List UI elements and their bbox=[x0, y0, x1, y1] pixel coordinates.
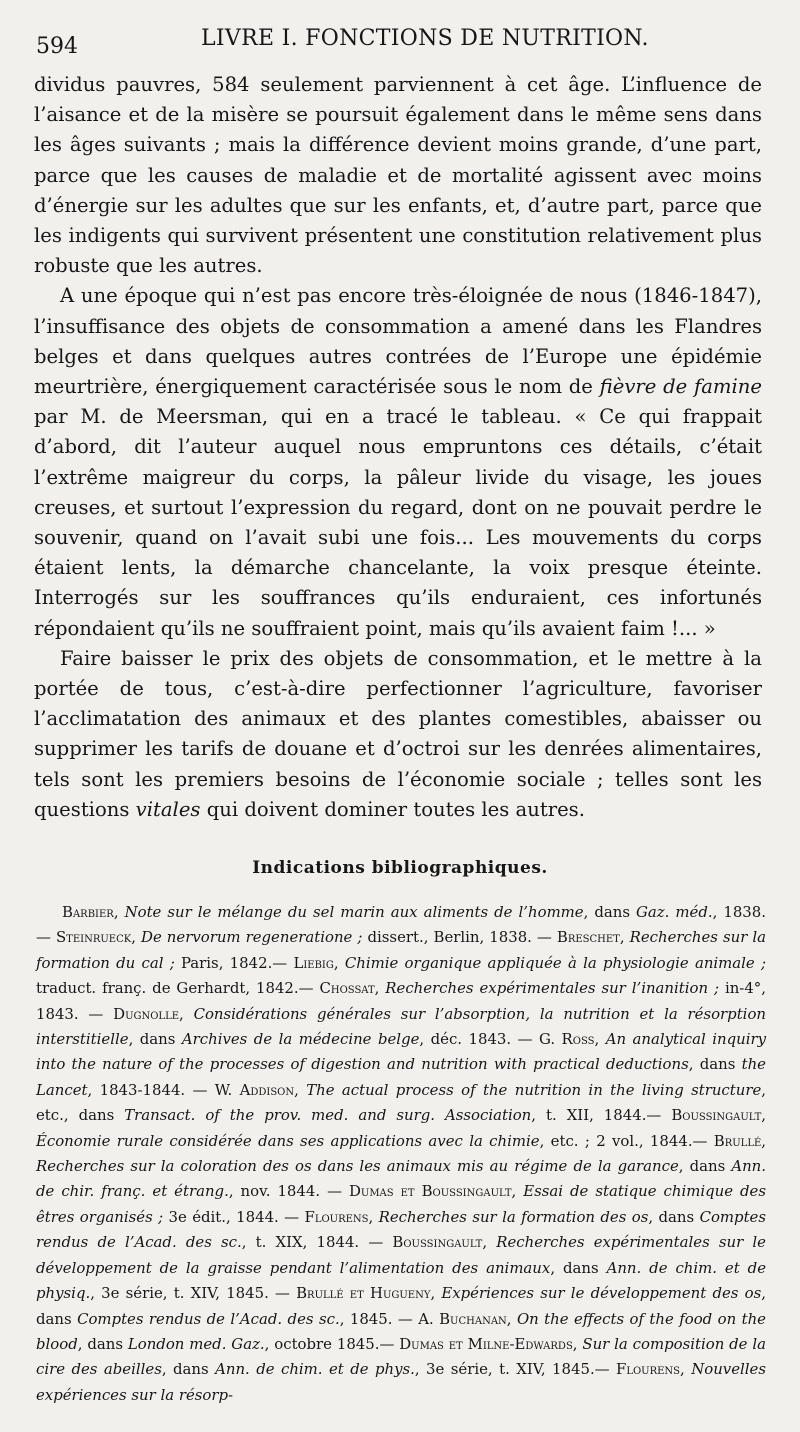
paragraph-1: dividus pauvres, 584 seulement parviennent à cet âge. L’influence de l’aisance et de la misère se poursuit également dans le même sens dans les âges suivants ; mais la différence devient moins grande, d’une part, parce que les causes de maladie et de mortalité agissent avec moins d’énergie sur les adultes que sur les enfants, et, d’autre part, parce que les indigents qui survivent présentent une constitution relativement plus robuste que les autres. bbox=[34, 73, 762, 278]
entry-author: Chossat bbox=[319, 979, 375, 998]
entry-author: W. Addison bbox=[214, 1080, 295, 1099]
bibliography-entry: Barbier, Note sur le mélange du sel marin aux aliments de l’homme, dans Gaz. méd., 1838. — bbox=[36, 903, 766, 947]
entry-title: The actual process of the nutrition in the living structure bbox=[306, 1080, 762, 1099]
entry-author: Flourens bbox=[304, 1207, 369, 1226]
entry-details: , dans bbox=[128, 1030, 182, 1049]
entry-tail: , 3e série, t. XIV, 1845.— bbox=[414, 1360, 616, 1379]
entry-details: in-4°, 1843. — bbox=[36, 979, 766, 1023]
entry-details: 3e édit., 1844. — bbox=[163, 1207, 305, 1226]
entry-author: A. Buchanan bbox=[418, 1309, 507, 1328]
bibliography-entry: Boussingault, Recherches expérimentales sur le développement de la graisse pendant l’alimentation des animaux, dans Ann. de chim. et de physiq., 3e série, t. XIV, 1845. — bbox=[36, 1233, 767, 1303]
bibliography bbox=[36, 900, 766, 1408]
entry-details: , etc. ; 2 vol., 1844.— bbox=[539, 1131, 714, 1150]
entry-tail: , t. XII, 1844.— bbox=[531, 1106, 672, 1125]
entry-author: Boussingault bbox=[392, 1233, 483, 1252]
bibliography-entry: Dugnolle, Considérations générales sur l’absorption, la nutrition et la résorption interstitielle, dans Archives de la médecine belge, déc. 1843. — bbox=[36, 1004, 767, 1049]
entry-author: Barbier bbox=[62, 903, 114, 921]
bibliography-entry: Flourens, Recherches sur la formation des os, dans Comptes rendus de l’Acad. des sc., t. XIX, 1844. — bbox=[36, 1207, 767, 1252]
entry-title: Recherches expérimentales sur le développement de la graisse pendant l’alimentation des animaux bbox=[36, 1233, 766, 1277]
entry-details: , dans bbox=[678, 1157, 732, 1176]
entry-journal: Ann. de chim. et de physiq. bbox=[36, 1258, 767, 1303]
entry-title: Expériences sur le développement des os bbox=[441, 1284, 762, 1303]
entry-title: Recherches sur la formation du cal ; bbox=[36, 928, 767, 972]
entry-tail: , 1843-1844. — bbox=[87, 1080, 215, 1099]
page-number: 594 bbox=[36, 34, 78, 59]
paragraph-2-text-a: A une époque qui n’est pas encore très-éloignée de nous (1846-1847), l’insuffisance des objets de consommation a amené dans les Flandres belges et dans quelques autres contrées de l’Europe une épidémie meurtrière, énergiquement caractérisée sous le nom de bbox=[34, 284, 762, 399]
entry-journal: Transact. of the prov. med. and surg. Association bbox=[124, 1106, 532, 1125]
entry-author: Boussingault bbox=[671, 1106, 762, 1125]
bibliography-entry: Chossat, Recherches expérimentales sur l’inanition ; in-4°, 1843. — bbox=[36, 979, 766, 1023]
entry-title: Recherches sur la formation des os bbox=[378, 1207, 649, 1226]
entry-tail: , 3e série, t. XIV, 1845. — bbox=[90, 1284, 297, 1303]
entry-author: Breschet bbox=[556, 928, 620, 947]
entry-tail: , t. XIX, 1844. — bbox=[241, 1233, 393, 1252]
entry-details: , dans bbox=[550, 1258, 607, 1277]
entry-title: Essai de statique chimique des êtres organisés ; bbox=[36, 1182, 767, 1226]
bibliography-entry: Flourens, Nouvelles expériences sur la résorp- bbox=[36, 1360, 766, 1404]
entry-details: , dans bbox=[161, 1360, 216, 1379]
entry-tail: , 1845. — bbox=[339, 1309, 419, 1328]
entry-title: Chimie organique appliquée à la physiologie animale ; bbox=[344, 953, 766, 972]
running-title: LIVRE I. FONCTIONS DE NUTRITION. bbox=[201, 26, 649, 51]
entry-journal: Ann. de chir. franç. et étrang. bbox=[36, 1157, 766, 1201]
entry-tail: , 1838. — bbox=[36, 903, 766, 947]
entry-details: , dans bbox=[583, 903, 637, 921]
entry-author: Brullé et Hugueny bbox=[296, 1284, 431, 1303]
bibliography-entry: W. Addison, The actual process of the nutrition in the living structure, etc., dans Transact. of the prov. med. and surg. Association, t. XII, 1844.— bbox=[36, 1080, 766, 1125]
bibliography-heading: Indications bibliographiques. bbox=[252, 858, 548, 878]
entry-journal: Ann. de chim. et de phys. bbox=[215, 1360, 415, 1379]
entry-details: , dans bbox=[688, 1055, 742, 1074]
bibliography-entry: G. Ross, An analytical inquiry into the nature of the processes of digestion and nutrition with practical deductions, dans the Lancet, 1843-1844. — bbox=[36, 1030, 767, 1099]
entry-journal: Gaz. méd. bbox=[636, 903, 713, 921]
entry-details: Paris, 1842.— bbox=[174, 953, 294, 972]
paragraph-2 bbox=[34, 281, 762, 643]
entry-title: Économie rurale considérée dans ses applications avec la chimie bbox=[36, 1131, 540, 1150]
bibliography-entry: Steinrueck, De nervorum regeneratione ; dissert., Berlin, 1838. — bbox=[55, 928, 557, 947]
entry-author: G. Ross bbox=[538, 1030, 595, 1049]
entry-author: Dugnolle bbox=[113, 1004, 180, 1023]
entry-journal: the Lancet bbox=[36, 1055, 766, 1099]
entry-author: Liebig bbox=[293, 953, 334, 972]
entry-author: Steinrueck bbox=[55, 928, 132, 947]
bibliography-entries bbox=[36, 900, 766, 1408]
entry-details: , etc., dans bbox=[36, 1080, 766, 1125]
entry-journal: Comptes rendus de l’Acad. des sc. bbox=[77, 1309, 340, 1328]
entry-tail: , octobre 1845.— bbox=[264, 1334, 400, 1353]
entry-title: Sur la composition de la cire des abeilles bbox=[36, 1334, 766, 1379]
bibliography-entry: Dumas et Milne-Edwards, Sur la composition de la cire des abeilles, dans Ann. de chim. et de phys., 3e série, t. XIV, 1845.— bbox=[36, 1334, 766, 1379]
entry-author: Brullé bbox=[713, 1131, 762, 1150]
entry-title: Recherches expérimentales sur l’inanition ; bbox=[385, 979, 720, 998]
entry-tail: , nov. 1844. — bbox=[228, 1182, 349, 1201]
entry-title: Nouvelles expériences sur la résorp- bbox=[36, 1360, 766, 1404]
entry-details: , dans bbox=[36, 1284, 766, 1328]
entry-journal: London med. Gaz. bbox=[127, 1334, 265, 1353]
paragraph-2-text-c: par M. de Meersman, qui en a tracé le tableau. « Ce qui frappait d’abord, dit l’auteur auquel nous empruntons ces détails, c’était l’extrême maigreur du corps, la pâleur livide du visage, les joues creuses, et surtout l’expression du regard, dont on ne pouvait perdre le souvenir, quand on l’avait subi une fois... Les mouvements du corps étaient lents, la démarche chancelante, la voix presque éteinte. Interrogés sur les souffrances qu’ils enduraient, ces infortunés répondaient qu’ils ne souffraient point, mais qu’ils avaient faim !... » bbox=[34, 405, 762, 640]
paragraph-3-emphasis: vitales bbox=[135, 797, 201, 821]
paragraph-3 bbox=[34, 644, 762, 825]
entry-details: , dans bbox=[77, 1334, 128, 1353]
entry-title: De nervorum regeneratione ; bbox=[141, 928, 363, 947]
paragraph-3-text-a: Faire baisser le prix des objets de consommation, et le mettre à la portée de tous, c’est-à-dire perfectionner l’agriculture, favoriser l’acclimatation des animaux et des plantes comestibles, abaisser ou supprimer les tarifs de douane et d’octroi sur les denrées alimentaires, tels sont les premiers besoins de l’économie sociale ; telles sont les questions bbox=[34, 646, 762, 821]
entry-author: Dumas et Milne-Edwards bbox=[399, 1334, 573, 1353]
entry-author: Flourens bbox=[616, 1360, 681, 1379]
entry-title: Note sur le mélange du sel marin aux aliments de l’homme bbox=[124, 903, 584, 921]
bibliography-entry: Breschet, Recherches sur la formation du cal ; Paris, 1842.— bbox=[36, 928, 767, 972]
entry-title: On the effects of the food on the blood bbox=[36, 1309, 766, 1353]
bibliography-entry: Liebig, Chimie organique appliquée à la physiologie animale ; traduct. franç. de Gerhardt, 1842.— bbox=[36, 953, 766, 998]
entry-tail: , déc. 1843. — bbox=[419, 1030, 539, 1049]
entry-title: An analytical inquiry into the nature of the processes of digestion and nutrition with practical deductions bbox=[36, 1030, 767, 1074]
entry-title: Considérations générales sur l’absorption, la nutrition et la résorption interstitielle bbox=[36, 1004, 767, 1049]
entry-details: dissert., Berlin, 1838. — bbox=[362, 928, 557, 947]
main-text bbox=[34, 70, 762, 825]
bibliography-entry: Brullé et Hugueny, Expériences sur le développement des os, dans Comptes rendus de l’Acad. des sc., 1845. — bbox=[36, 1284, 766, 1328]
paragraph-3-text-c: qui doivent dominer toutes les autres. bbox=[200, 797, 585, 821]
paragraph-2-emphasis: fièvre de famine bbox=[599, 375, 762, 399]
bibliography-entry: Boussingault, Économie rurale considérée dans ses applications avec la chimie, etc. ; 2 vol., 1844.— bbox=[36, 1106, 766, 1150]
bibliography-entry: Brullé, Recherches sur la coloration des os dans les animaux mis au régime de la garance, dans Ann. de chir. franç. et étrang., nov. 1844. — bbox=[36, 1131, 766, 1201]
bibliography-entry: Dumas et Boussingault, Essai de statique chimique des êtres organisés ; 3e édit., 1844. — bbox=[36, 1182, 767, 1226]
entry-journal: Archives de la médecine belge bbox=[181, 1030, 420, 1049]
entry-details: traduct. franç. de Gerhardt, 1842.— bbox=[36, 979, 320, 998]
entry-author: Dumas et Boussingault bbox=[348, 1182, 512, 1201]
entry-title: Recherches sur la coloration des os dans les animaux mis au régime de la garance bbox=[36, 1157, 679, 1176]
bibliography-entry: A. Buchanan, On the effects of the food on the blood, dans London med. Gaz., octobre 1845.— bbox=[36, 1309, 766, 1353]
running-header bbox=[36, 26, 766, 62]
entry-journal: Comptes rendus de l’Acad. des sc. bbox=[36, 1207, 767, 1252]
entry-details: , dans bbox=[648, 1207, 700, 1226]
